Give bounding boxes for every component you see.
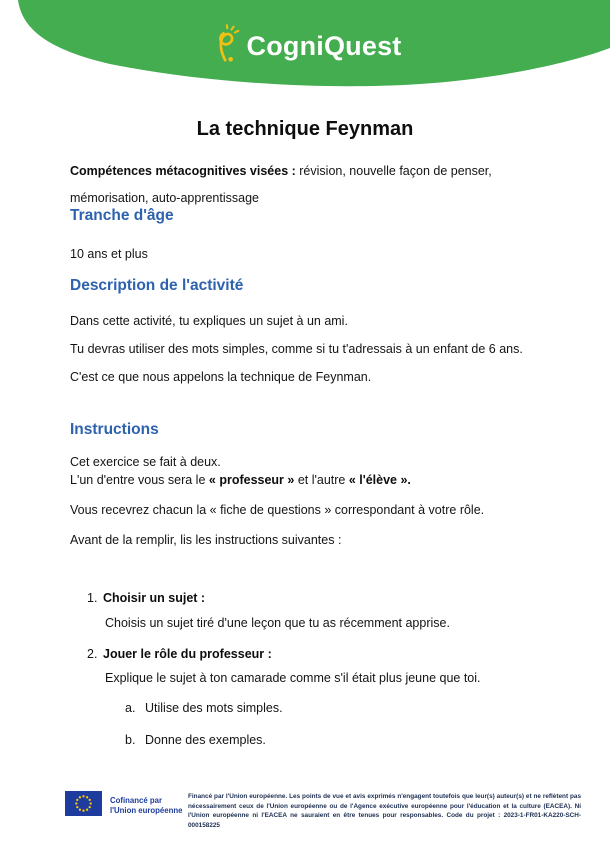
substep-text: Utilise des mots simples. [145,701,283,715]
instructions-p2-mid: et l'autre [294,473,349,487]
step-title: Jouer le rôle du professeur : [103,647,272,661]
brand-logo [0,20,610,72]
instructions-p2 [70,471,560,489]
description-p3: C'est ce que nous appelons la technique de Feynman. [70,370,372,384]
section-heading-age: Tranche d'âge [70,207,174,224]
sub-list-item [125,699,283,717]
brand-wordmark: CogniQuest [246,30,402,61]
eu-label-line1: Cofinancé par [110,796,162,805]
role-professor: « professeur » [208,473,295,487]
instructions-p4: Avant de la remplir, lis les instructions suivantes : [70,533,342,547]
section-heading-instructions: Instructions [70,421,159,438]
skills-label: Compétences métacognitives visées : [70,164,296,178]
age-value: 10 ans et plus [70,247,148,261]
funding-disclaimer: Financé par l'Union européenne. Les points de vue et avis exprimés n'engagent toutefois que leur(s) auteur(s) et ne reflètent pas nécessairement ceux de l'Union européenne ou de l'Agence exécutive européenne pour l'éducation et la culture (EACEA). Ni l'Union européenne ni l'EACEA ne sauraient en être tenues pour responsables. Code du projet : 2023-1-FR01-KA220-SCH-000158225 [188,793,581,830]
page-title: La technique Feynman [196,118,414,140]
step-body: Explique le sujet à ton camarade comme s'il était plus jeune que toi. [105,671,481,685]
description-p1: Dans cette activité, tu expliques un sujet à un ami. [70,314,348,328]
substep-letter: a. [125,701,136,715]
step-number: 2. [87,647,98,661]
skills-paragraph [70,158,552,212]
role-student: « l'élève ». [348,473,411,487]
eu-cofunding-label [110,796,182,816]
instructions-p3: Vous recevrez chacun la « fiche de questions » correspondant à votre rôle. [70,503,485,517]
step-body: Choisis un sujet tiré d'une leçon que tu as récemment apprise. [105,616,450,630]
cogniquest-logo-icon [209,23,243,70]
step-title: Choisir un sujet : [103,591,206,605]
eu-flag-icon [65,791,102,821]
description-p2: Tu devras utiliser des mots simples, comme si tu t'adressais à un enfant de 6 ans. [70,342,523,356]
list-item [87,589,205,607]
list-item [87,645,272,663]
sub-list-item [125,731,266,749]
substep-letter: b. [125,733,136,747]
eu-label-line2: l'Union européenne [110,806,183,815]
instructions-p1: Cet exercice se fait à deux. [70,455,221,469]
section-heading-description: Description de l'activité [70,277,244,294]
step-number: 1. [87,591,98,605]
skills-list: révision, nouvelle façon de penser, mémorisation, auto-apprentissage [70,164,492,205]
instructions-p2-pre: L'un d'entre vous sera le [70,473,209,487]
eu-cofunding-badge [65,791,182,821]
substep-text: Donne des exemples. [145,733,266,747]
